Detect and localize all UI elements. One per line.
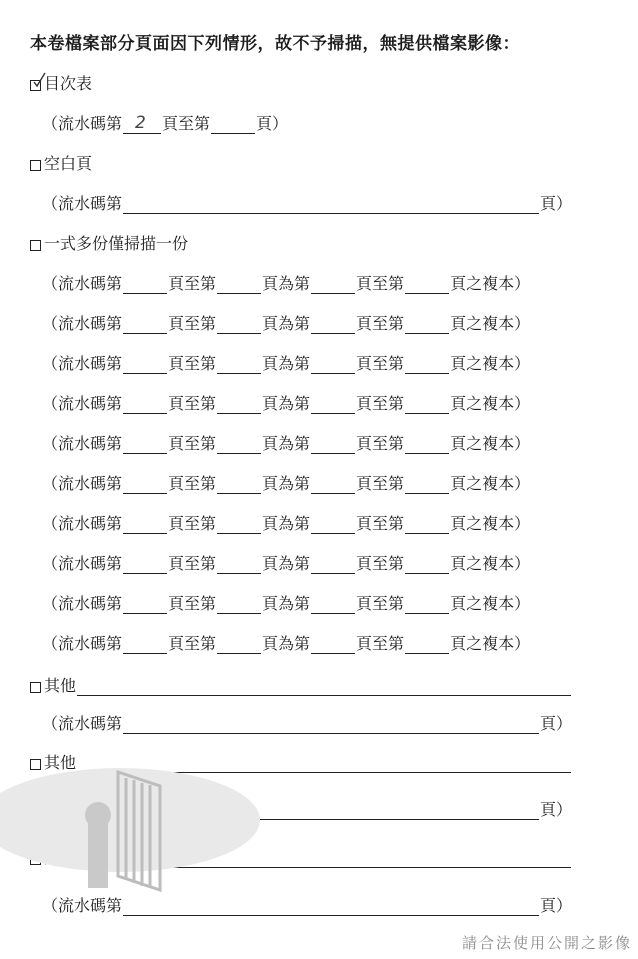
multi-copy-row <box>42 394 530 414</box>
multi-row-blank-field[interactable] <box>123 317 167 334</box>
multi-row-text: （流水碼第 <box>42 314 123 333</box>
multi-copy-checkbox[interactable] <box>30 240 41 251</box>
multi-row-blank-field[interactable] <box>311 517 355 534</box>
multi-copy-row <box>42 434 530 454</box>
multi-row-blank-field[interactable] <box>123 557 167 574</box>
toc-from-field[interactable] <box>123 113 161 134</box>
serial-suffix: 頁） <box>540 896 573 915</box>
multi-row-text: 頁為第 <box>262 474 311 493</box>
multi-row-text: 頁至第 <box>168 274 217 293</box>
multi-row-text: 頁至第 <box>356 554 405 573</box>
toc-serial-row <box>42 114 288 134</box>
multi-row-text: 頁至第 <box>168 634 217 653</box>
serial-suffix: 頁） <box>256 114 289 133</box>
multi-copy-row <box>42 514 530 534</box>
other-checkbox-1[interactable] <box>30 682 41 693</box>
multi-copy-row <box>42 634 530 654</box>
multi-copy-row <box>42 314 530 334</box>
multi-row-text: 頁至第 <box>168 474 217 493</box>
multi-row-blank-field[interactable] <box>405 277 449 294</box>
multi-row-text: 頁至第 <box>168 554 217 573</box>
multi-copy-label: 一式多份僅掃描一份 <box>44 234 189 253</box>
multi-copy-option[interactable] <box>30 234 188 254</box>
multi-row-blank-field[interactable] <box>311 437 355 454</box>
blank-checkbox[interactable] <box>30 160 41 171</box>
multi-row-blank-field[interactable] <box>405 637 449 654</box>
multi-row-blank-field[interactable] <box>405 477 449 494</box>
multi-row-blank-field[interactable] <box>311 597 355 614</box>
toc-label: 目次表 <box>44 74 93 93</box>
multi-row-text: 頁至第 <box>356 394 405 413</box>
serial-mid: 頁至第 <box>162 114 211 133</box>
multi-row-blank-field[interactable] <box>311 277 355 294</box>
multi-row-blank-field[interactable] <box>405 597 449 614</box>
multi-row-blank-field[interactable] <box>311 357 355 374</box>
multi-row-text: 頁至第 <box>168 594 217 613</box>
multi-row-blank-field[interactable] <box>123 637 167 654</box>
multi-row-text: 頁至第 <box>168 314 217 333</box>
multi-row-text: 頁至第 <box>356 514 405 533</box>
multi-row-blank-field[interactable] <box>123 597 167 614</box>
multi-row-text: 頁之複本） <box>450 514 531 533</box>
multi-row-text: 頁之複本） <box>450 314 531 333</box>
multi-row-blank-field[interactable] <box>217 397 261 414</box>
multi-row-blank-field[interactable] <box>217 557 261 574</box>
multi-row-text: 頁至第 <box>168 514 217 533</box>
multi-row-text: 頁為第 <box>262 314 311 333</box>
multi-row-text: 頁至第 <box>356 634 405 653</box>
multi-row-text: （流水碼第 <box>42 274 123 293</box>
other-label-1: 其他 <box>44 676 77 695</box>
multi-row-blank-field[interactable] <box>217 637 261 654</box>
serial-prefix: （流水碼第 <box>42 896 123 915</box>
multi-row-text: 頁至第 <box>168 394 217 413</box>
archive-logo-watermark <box>0 760 270 910</box>
multi-row-blank-field[interactable] <box>311 557 355 574</box>
multi-row-blank-field[interactable] <box>311 637 355 654</box>
multi-row-text: （流水碼第 <box>42 394 123 413</box>
multi-row-blank-field[interactable] <box>217 437 261 454</box>
multi-row-blank-field[interactable] <box>405 437 449 454</box>
usage-watermark: 請合法使用公開之影像 <box>461 934 632 952</box>
toc-option[interactable] <box>30 74 92 94</box>
multi-row-text: 頁之複本） <box>450 634 531 653</box>
multi-row-text: 頁至第 <box>168 434 217 453</box>
other-label-2: 其他 <box>44 753 77 772</box>
multi-row-blank-field[interactable] <box>123 277 167 294</box>
multi-row-text: 頁至第 <box>356 354 405 373</box>
multi-row-text: （流水碼第 <box>42 474 123 493</box>
multi-row-text: 頁之複本） <box>450 554 531 573</box>
multi-row-text: 頁之複本） <box>450 474 531 493</box>
multi-row-blank-field[interactable] <box>405 397 449 414</box>
serial-suffix: 頁） <box>540 800 573 819</box>
multi-row-blank-field[interactable] <box>405 317 449 334</box>
multi-row-blank-field[interactable] <box>311 397 355 414</box>
toc-to-field[interactable] <box>211 117 255 134</box>
blank-serial-row <box>42 194 572 214</box>
multi-row-text: （流水碼第 <box>42 434 123 453</box>
multi-row-text: （流水碼第 <box>42 354 123 373</box>
multi-row-blank-field[interactable] <box>123 397 167 414</box>
form-title: 本卷檔案部分頁面因下列情形，故不予掃描，無提供檔案影像： <box>30 34 520 54</box>
multi-row-text: 頁為第 <box>262 274 311 293</box>
multi-row-blank-field[interactable] <box>217 317 261 334</box>
other-serial-row-1 <box>42 714 572 734</box>
multi-row-text: 頁至第 <box>356 274 405 293</box>
other-serial-field-1[interactable] <box>123 717 539 734</box>
multi-row-text: 頁至第 <box>356 474 405 493</box>
multi-copy-row <box>42 354 530 374</box>
multi-row-text: 頁為第 <box>262 434 311 453</box>
serial-prefix: （流水碼第 <box>42 114 123 133</box>
multi-copy-row <box>42 474 530 494</box>
other-option-1[interactable] <box>30 676 572 696</box>
multi-row-blank-field[interactable] <box>405 517 449 534</box>
blank-label: 空白頁 <box>44 154 93 173</box>
multi-row-blank-field[interactable] <box>123 437 167 454</box>
multi-row-blank-field[interactable] <box>405 557 449 574</box>
multi-row-blank-field[interactable] <box>123 357 167 374</box>
multi-row-text: 頁至第 <box>356 314 405 333</box>
multi-row-text: 頁之複本） <box>450 274 531 293</box>
multi-row-text: 頁為第 <box>262 554 311 573</box>
multi-row-text: 頁為第 <box>262 394 311 413</box>
toc-checkbox[interactable] <box>30 80 41 91</box>
multi-copy-row <box>42 594 530 614</box>
multi-row-text: （流水碼第 <box>42 594 123 613</box>
multi-row-blank-field[interactable] <box>217 517 261 534</box>
multi-row-text: 頁為第 <box>262 514 311 533</box>
serial-prefix: （流水碼第 <box>42 714 123 733</box>
multi-row-text: 頁至第 <box>356 594 405 613</box>
multi-row-blank-field[interactable] <box>405 357 449 374</box>
blank-option[interactable] <box>30 154 92 174</box>
serial-suffix: 頁） <box>540 194 573 213</box>
multi-row-text: 頁為第 <box>262 634 311 653</box>
multi-row-text: 頁為第 <box>262 594 311 613</box>
multi-row-text: （流水碼第 <box>42 554 123 573</box>
serial-suffix: 頁） <box>540 714 573 733</box>
multi-row-text: 頁為第 <box>262 354 311 373</box>
multi-row-blank-field[interactable] <box>217 477 261 494</box>
multi-row-blank-field[interactable] <box>123 477 167 494</box>
multi-row-text: 頁至第 <box>356 434 405 453</box>
multi-row-blank-field[interactable] <box>217 597 261 614</box>
multi-row-text: 頁之複本） <box>450 354 531 373</box>
serial-prefix: （流水碼第 <box>42 194 123 213</box>
multi-row-blank-field[interactable] <box>123 517 167 534</box>
handwritten-from-value: 2 <box>135 113 146 133</box>
multi-copy-row <box>42 274 530 294</box>
other-reason-field-1[interactable] <box>77 679 571 696</box>
multi-row-text: 頁至第 <box>168 354 217 373</box>
multi-row-blank-field[interactable] <box>217 277 261 294</box>
multi-row-blank-field[interactable] <box>217 357 261 374</box>
blank-serial-field[interactable] <box>123 197 539 214</box>
multi-row-text: 頁之複本） <box>450 594 531 613</box>
multi-row-blank-field[interactable] <box>311 477 355 494</box>
checkmark-icon <box>33 72 47 88</box>
multi-row-text: （流水碼第 <box>42 634 123 653</box>
multi-row-text: （流水碼第 <box>42 514 123 533</box>
multi-copy-row <box>42 554 530 574</box>
multi-row-text: 頁之複本） <box>450 394 531 413</box>
multi-row-text: 頁之複本） <box>450 434 531 453</box>
multi-row-blank-field[interactable] <box>311 317 355 334</box>
